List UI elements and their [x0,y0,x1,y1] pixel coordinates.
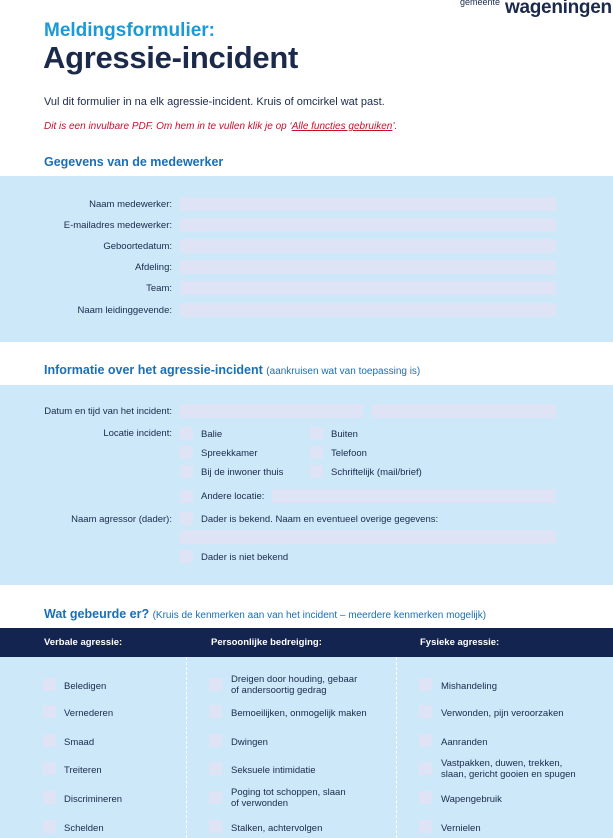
col-header-verbal: Verbale agressie: [44,637,123,648]
employee-field-label: Team: [146,283,172,294]
characteristic-checkbox[interactable] [419,791,432,804]
characteristic-checkbox[interactable] [209,791,222,804]
characteristic-label: Beledigen [64,681,107,692]
location-option-label: Spreekkamer [201,448,258,459]
characteristic-checkbox[interactable] [209,678,222,691]
incident-date-field[interactable] [180,404,363,418]
characteristic-label: Bemoeilijken, onmogelijk maken [231,708,367,719]
intro-text: Vul dit formulier in na elk agressie-incident. Kruis of omcirkel wat past. [44,96,385,108]
characteristic-label: Seksuele intimidatie [231,765,316,776]
datetime-label: Datum en tijd van het incident: [44,406,172,417]
characteristic-checkbox[interactable] [419,762,432,775]
characteristic-label: Smaad [64,737,95,748]
form-title-line2: Agressie-incident [43,40,299,75]
characteristic-label: Aanranden [441,737,488,748]
characteristic-label: Discrimineren [64,794,123,805]
characteristic-checkbox[interactable] [43,791,56,804]
location-checkbox[interactable] [310,465,323,478]
location-other-checkbox[interactable] [180,490,193,503]
aggressor-label: Naam agressor (dader): [71,514,172,525]
logo-wageningen: wageningen [505,0,612,18]
characteristic-checkbox[interactable] [209,762,222,775]
location-other-field[interactable] [272,489,556,503]
employee-field-label: Geboortedatum: [103,241,172,252]
characteristic-label: Schelden [64,823,104,834]
characteristic-checkbox[interactable] [419,678,432,691]
location-option-label: Telefoon [331,448,367,459]
characteristic-checkbox[interactable] [209,734,222,747]
employee-field-label: Naam leidinggevende: [77,305,172,316]
location-label: Locatie incident: [103,428,172,439]
employee-field-label: Naam medewerker: [89,199,172,210]
characteristic-checkbox[interactable] [43,678,56,691]
characteristic-checkbox[interactable] [43,762,56,775]
location-other-label: Andere locatie: [201,491,265,502]
characteristics-header-bar [0,628,613,657]
employee-field-input[interactable] [180,281,556,295]
location-option-label: Balie [201,429,223,440]
characteristic-checkbox[interactable] [43,820,56,833]
incident-time-field[interactable] [372,404,556,418]
logo-small-text: gemeente [460,0,501,7]
aggressor-unknown-label: Dader is niet bekend [201,552,289,563]
characteristic-label: Vernielen [441,823,481,834]
location-checkbox[interactable] [310,427,323,440]
col-header-physical: Fysieke agressie: [420,637,500,648]
all-functions-link[interactable]: Alle functies gebruiken [291,121,393,132]
column-divider [186,657,187,838]
employee-field-label: E-mailadres medewerker: [63,220,172,231]
characteristic-checkbox[interactable] [419,734,432,747]
col-header-personal-threat: Persoonlijke bedreiging: [211,637,322,648]
characteristic-label: Poging tot schoppen, slaan of verwonden [231,787,346,809]
pdf-note: Dit is een invulbare PDF. Om hem in te vullen klik je op ‘Alle functies gebruiken’. [44,121,398,132]
employee-field-input[interactable] [180,197,556,211]
section-employee-title: Gegevens van de medewerker [44,155,224,169]
characteristic-checkbox[interactable] [419,820,432,833]
location-checkbox[interactable] [310,446,323,459]
location-checkbox[interactable] [180,427,193,440]
employee-field-input[interactable] [180,218,556,232]
characteristic-label: Treiteren [64,765,102,776]
characteristic-checkbox[interactable] [209,820,222,833]
section-what-happened-note: (Kruis de kenmerken aan van het incident – meerdere kenmerken mogelijk) [152,610,487,621]
location-option-label: Bij de inwoner thuis [201,467,284,478]
aggressor-known-label: Dader is bekend. Naam en eventueel overige gegevens: [201,514,439,525]
characteristic-label: Mishandeling [441,681,497,692]
employee-field-input[interactable] [180,260,556,274]
characteristic-label: Verwonden, pijn veroorzaken [441,708,564,719]
aggressor-unknown-checkbox[interactable] [180,550,193,563]
location-option-label: Schriftelijk (mail/brief) [331,467,422,478]
section-incident-title: Informatie over het agressie-incident (aankruisen wat van toepassing is) [44,363,421,377]
column-divider [396,657,397,838]
characteristic-checkbox[interactable] [209,705,222,718]
characteristic-label: Vernederen [64,708,114,719]
characteristic-label: Wapengebruik [441,794,502,805]
characteristic-label: Dwingen [231,737,268,748]
characteristic-checkbox[interactable] [43,734,56,747]
characteristic-label: Vastpakken, duwen, trekken, slaan, gericht gooien en spugen [441,758,576,780]
location-option-label: Buiten [331,429,358,440]
section-what-happened-title: Wat gebeurde er? (Kruis de kenmerken aan van het incident – meerdere kenmerken mogelijk) [44,607,487,621]
aggressor-details-field[interactable] [180,530,556,544]
employee-field-label: Afdeling: [135,262,172,273]
characteristic-checkbox[interactable] [43,705,56,718]
characteristic-label: Dreigen door houding, gebaar of andersoortig gedrag [231,674,358,696]
location-checkbox[interactable] [180,465,193,478]
characteristic-checkbox[interactable] [419,705,432,718]
characteristic-label: Stalken, achtervolgen [231,823,323,834]
employee-field-input[interactable] [180,239,556,253]
section-incident-note: (aankruisen wat van toepassing is) [266,366,421,377]
employee-field-input[interactable] [180,303,556,317]
aggressor-known-checkbox[interactable] [180,512,193,525]
location-checkbox[interactable] [180,446,193,459]
form-title-line1: Meldingsformulier: [44,20,216,41]
